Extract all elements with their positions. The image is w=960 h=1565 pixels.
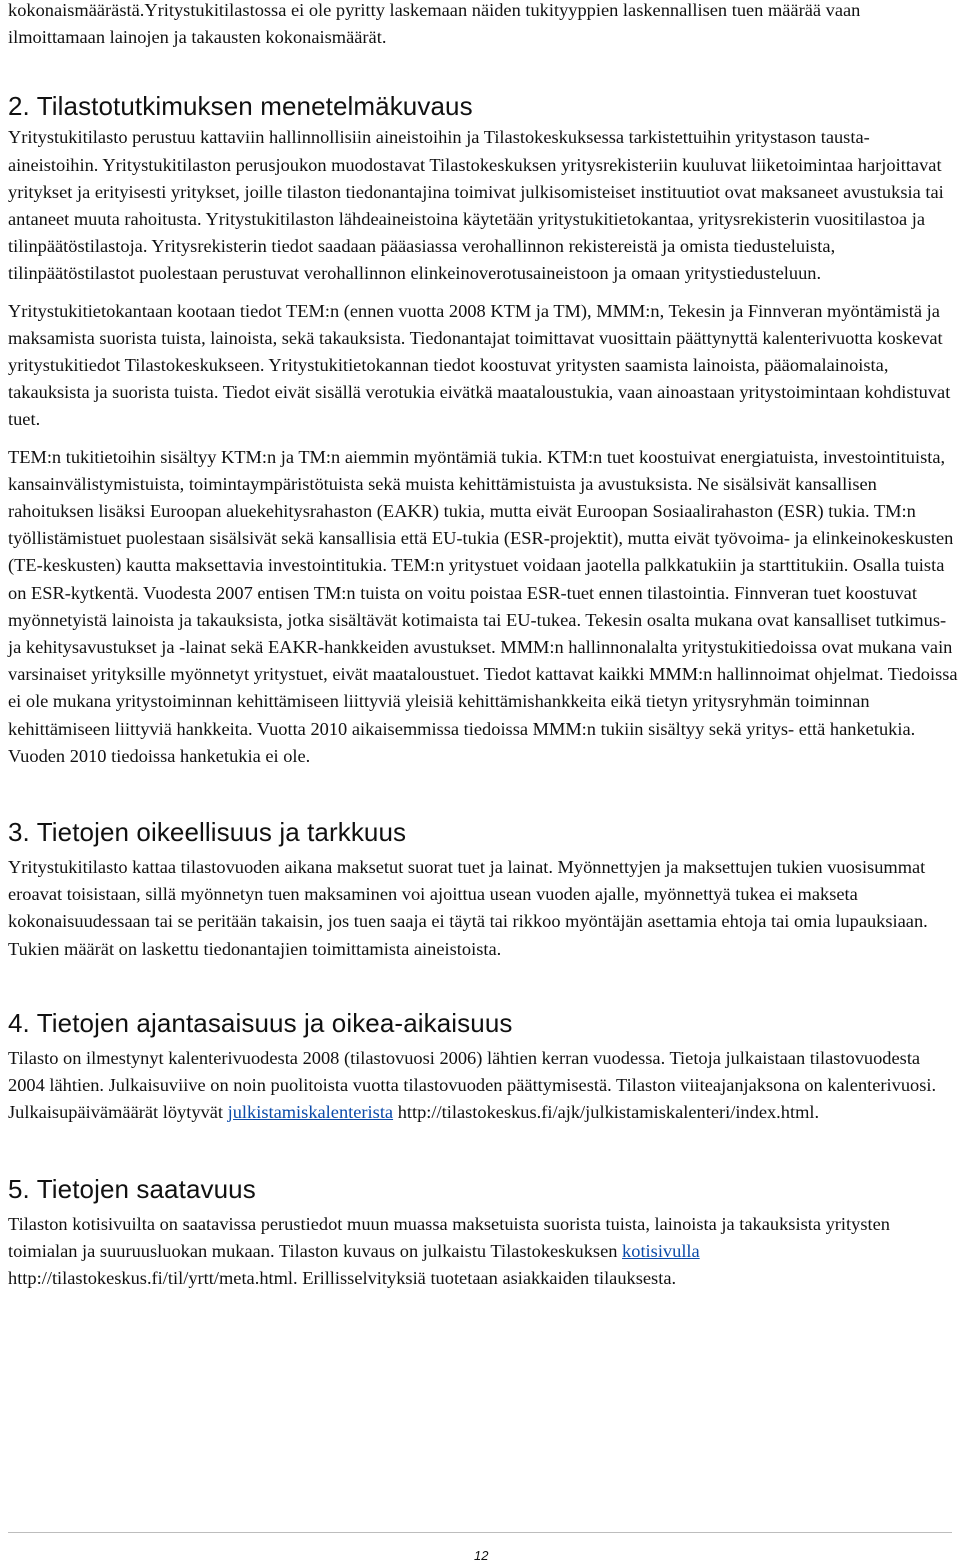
document-page [8,0,958,1292]
section-5-text-after: http://tilastokeskus.fi/til/yrtt/meta.html. Erillisselvityksiä tuotetaan asiakkaiden tilauksesta. [8,1267,677,1288]
page-number: 12 [474,1548,489,1563]
section-4-text: Tilasto on ilmestynyt kalenterivuodesta 2008 (tilastovuosi 2006) lähtien kerran vuodessa. Tietoja julkaistaan tilastovuodesta 2004 lähtien. Julkaisuviive on noin puolitoista vuotta tilastovuoden päättymisestä. Tilaston viiteajanjaksona on kalenterivuosi. Julkaisupäivämäärät löytyvät [8,1047,937,1123]
section-5-paragraph [8,1211,958,1293]
section-2-paragraph-3: TEM:n tukitietoihin sisältyy KTM:n ja TM:n aiemmin myöntämiä tukia. KTM:n tuet koostuivat energiatuista, investointituista, kansainvälistymistuista, toimintaympäristötuista sekä muista kehittämistuista ja avustuksista. Ne sisälsivät kansallisen rahoituksen lisäksi Euroopan aluekehitysrahaston (EAKR) tukia, mutta eivät Euroopan Sosiaalirahaston (ESR) tukia. TM:n työllistämistuet puolestaan sisälsivät sekä kansallisia että EU-tukia (ESR-projektit), mutta eivät työvoima- ja elinkeinokeskusten (TE-keskusten) kautta maksettavia investointitukia. TEM:n yritystuet voidaan jaotella palkkatukiin ja starttitukiin. Osalla tuista on ESR-kytkentä. Vuodesta 2007 entisen TM:n tuista on voitu poistaa ESR-tuet ennen tilastointia. Finnveran tuet koostuvat myönnetyistä lainoista ja takauksista, jotka sisältävät kotimaista tai EU-tukea. Tekesin osalta mukana ovat kansalliset tutkimus- ja kehitysavustukset ja -lainat sekä EAKR-hankkeiden avustukset. MMM:n hallinnonalalta yritystukitiedoissa ovat mukana vain varsinaiset yrityksille myönnetyt yritystuet, eivät maataloustuet. Tiedot kattavat kaikki MMM:n hallinnoimat ohjelmat. Tiedoissa ei ole mukana yritystoiminnan kehittämiseen liittyviä yleisiä kehittämishankkeita eikä tietyn yritysryhmän toiminnan kehittämiseen liittyviä hankkeita. Vuotta 2010 aikaisemmissa tiedoissa MMM:n tukiin sisältyy sekä yritys- että hanketukia. Vuoden 2010 tiedoissa hanketukia ei ole. [8,446,958,766]
section-3-paragraph: Yritystukitilasto kattaa tilastovuoden aikana maksetut suorat tuet ja lainat. Myönnettyjen ja maksettujen tukien vuosisummat eroavat toisistaan, sillä myönnetyn tuen maksaminen voi ajoittua usean vuoden ajalle, myönnettyä tukea ei makseta kokonaisuudessaan tai se peritään takaisin, jos tuen saaja ei täytä tai rikkoo myöntäjän asettamia ehtoja tai omia lupauksiaan. Tukien määrät on laskettu tiedonantajien toimittamista aineistoista. [8,857,928,959]
section-2-paragraph-1: Yritystukitilasto perustuu kattaviin hallinnollisiin aineistoihin ja Tilastokeskuksessa tarkistettuihin yritystason tausta-aineistoihin. Yritystukitilaston perusjoukon muodostavat Tilastokeskuksen yritysrekisteriin kuuluvat liiketoimintaa harjoittavat yritykset ja erityisesti yritykset, joille tilaston tiedonantajina toimivat julkisomisteiset instituutiot ovat maksaneet avustuksia tai antaneet muuta rahoitusta. Yritystukitilaston lähdeaineistoina käytetään yritystukitietokantaa, yritysrekisterin vuositilastoa ja tilinpäätöstilastoja. Yritysrekisterin tiedot saadaan pääasiassa verohallinnon rekistereistä ja omista tiedusteluista, tilinpäätöstilastot puolestaan perustuvat verohallinnon elinkeinoverotusaineistoon ja omaan yritystiedusteluun. [8,127,944,284]
intro-paragraph: kokonaismäärästä.Yritystukitilastossa ei ole pyritty laskemaan näiden tukityyppien laskennallisen tuen määrää vaan ilmoittamaan lainojen ja takausten kokonaismäärät. [8,0,861,48]
section-5-heading: 5. Tietojen saatavuus [8,1173,256,1204]
section-4-paragraph [8,1045,958,1127]
section-2-heading: 2. Tilastotutkimuksen menetelmäkuvaus [8,91,473,122]
section-4-text-after: http://tilastokeskus.fi/ajk/julkistamiskalenteri/index.html. [393,1102,820,1123]
section-2-paragraph-2: Yritystukitietokantaan kootaan tiedot TEM:n (ennen vuotta 2008 KTM ja TM), MMM:n, Tekesin ja Finnveran myöntämistä ja maksamista suorista tuista, lainoista, sekä takauksista. Tiedonantajat toimittavat vuosittain päättynyttä kalenterivuotta koskevat yritystukitiedot Tilastokeskukseen. Yritystukitietokannan tiedot koostuvat yritysten saamista lainoista, pääomalainoista, takauksista ja suorista tuista. Tiedot eivät sisällä verotukia eivätkä maataloustukia, vaan ainoastaan yritystoimintaan kohdistuvat tuet. [8,300,951,430]
kotisivu-link[interactable]: kotisivulla [622,1240,700,1261]
footer-divider [8,1532,952,1533]
section-5-text: Tilaston kotisivuilta on saatavissa perustiedot muun muassa maksetuista suorista tuista, lainoista ja takauksista yritysten toimialan ja suuruusluokan mukaan. Tilaston kuvaus on julkaistu Tilastokeskuksen [8,1213,890,1261]
section-4-heading: 4. Tietojen ajantasaisuus ja oikea-aikaisuus [8,1007,513,1038]
section-3-heading: 3. Tietojen oikeellisuus ja tarkkuus [8,817,407,848]
julkistamiskalenteri-link[interactable]: julkistamiskalenterista [227,1102,394,1123]
